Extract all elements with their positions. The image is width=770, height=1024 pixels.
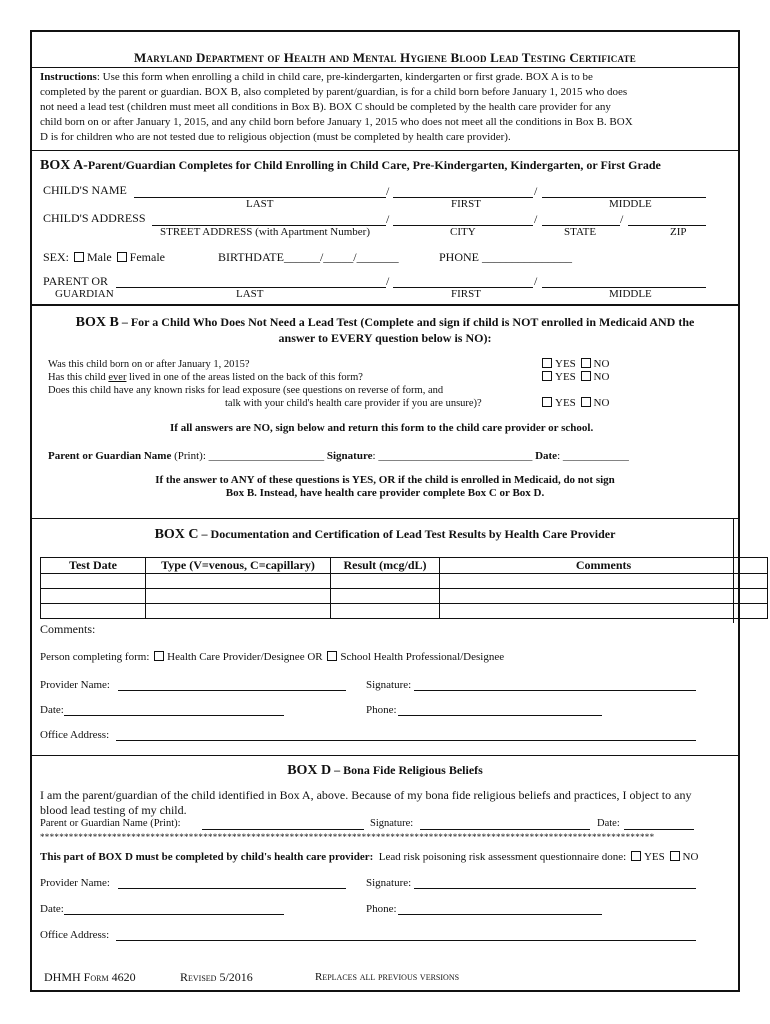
person-completing-row: Person completing form: Health Care Provider/Designee OR School Health Professional/Designee [40,651,505,663]
table-row [41,604,768,619]
childs-name-label: CHILD'S NAME [43,183,127,197]
box-d-date-field[interactable] [624,829,694,830]
col-comments: Comments [440,558,768,574]
q1-yes-checkbox[interactable] [542,358,552,368]
provider-name-label: Provider Name: [40,679,110,691]
slash: / [386,274,390,288]
last-caption: LAST [246,198,274,210]
question-3a: Does this child have any known risks for lead exposure (see questions on reverse of form, and [48,385,444,396]
table-cell[interactable] [440,574,768,589]
middle-caption: MIDDLE [609,198,652,210]
q2-yes-checkbox[interactable] [542,371,552,381]
box-c-comments-label: Comments: [40,622,96,636]
phone-field[interactable]: PHONE _______________ [439,250,573,264]
signature-label: Signature: [366,679,412,691]
box-d-heading: BOX D – Bona Fide Religious Beliefs [287,763,483,778]
zip-field[interactable] [628,225,706,226]
parent-signature-field[interactable]: : ____________________________ [372,450,533,462]
provider-phone-field[interactable] [398,715,602,716]
box-d-office-label: Office Address: [40,929,110,941]
box-d-signature-label: Signature: [370,818,414,829]
col-test-date: Test Date [41,558,146,574]
provider-name-field[interactable] [118,690,346,691]
q3-no-checkbox[interactable] [581,397,591,407]
q1-no-checkbox[interactable] [581,358,591,368]
box-d-provider-date-field[interactable] [64,914,284,915]
phone-label: Phone: [366,704,397,716]
box-d-print-field[interactable] [202,829,364,830]
table-header-row [41,558,768,574]
box-d-provider-signature-field[interactable] [414,888,696,889]
table-cell[interactable] [440,604,768,619]
school-health-checkbox[interactable] [327,651,337,661]
table-cell[interactable] [440,589,768,604]
office-address-label: Office Address: [40,729,110,741]
provider-part-row: This part of BOX D must be completed by child's health care provider: Lead risk poisoning risk assessment questionnaire done: YES NO [40,851,699,863]
form-frame [30,30,740,992]
box-a-heading: BOX A-Parent/Guardian Completes for Child Enrolling in Child Care, Pre-Kindergarten, Kindergarten, or First Grade [40,158,661,173]
instructions-line1: Instructions: Use this form when enrolling a child in child care, pre-kindergarten, kindergarten or first grade. BOX A is to be [40,71,593,83]
parent-or-label: PARENT OR [43,274,109,288]
box-d-print-label: Parent or Guardian Name (Print): [40,818,181,829]
box-d-provider-name-field[interactable] [118,888,346,889]
middle-caption: MIDDLE [609,288,652,300]
date-label: Date: [40,704,64,716]
box-d-signature-field[interactable] [420,829,590,830]
slash: / [534,184,538,198]
revised-date: Revised 5/2016 [180,970,253,984]
q2-no-checkbox[interactable] [581,371,591,381]
table-cell[interactable] [331,574,440,589]
question-3b: talk with your child's health care provider if you are unsure)? [225,398,482,409]
question-2: Has this child ever lived in one of the areas listed on the back of this form? [48,372,363,383]
table-cell[interactable] [146,589,331,604]
table-row [41,574,768,589]
hcp-checkbox[interactable] [154,651,164,661]
if-yes-note-1: If the answer to ANY of these questions is YES, OR if the child is enrolled in Medicaid, do not sign [155,474,615,486]
box-d-text-2: blood lead testing of my child. [40,803,187,817]
sex-row: SEX: Male Female [43,250,165,264]
zip-caption: ZIP [670,226,687,238]
table-row [41,589,768,604]
city-caption: CITY [450,226,476,238]
if-all-no-note: If all answers are NO, sign below and return this form to the child care provider or school. [170,422,594,434]
provider-date-field[interactable] [64,715,284,716]
box-d-date-label: Date: [597,818,620,829]
form-number: DHMH Form 4620 [44,970,136,984]
guardian-label: GUARDIAN [55,288,114,300]
star-separator: ******************************************************************************************************************************** [40,832,655,842]
box-d-provider-signature-label: Signature: [366,877,412,889]
col-result: Result (mcg/dL) [331,558,440,574]
q1-answers: YES NO [540,358,609,370]
instructions-line2: completed by the parent or guardian. BOX B, also completed by parent/guardian, is for a child born before January 1, 2015 who does [40,86,628,98]
box-c-heading: BOX C – Documentation and Certification of Lead Test Results by Health Care Provider [154,527,616,542]
box-d-office-field[interactable] [116,940,696,941]
table-cell[interactable] [146,604,331,619]
box-d-phone-label: Phone: [366,903,397,915]
q3-yes-checkbox[interactable] [542,397,552,407]
parent-print-name-field[interactable]: _____________________ [205,450,325,462]
box-d-text-1: I am the parent/guardian of the child identified in Box A, above. Because of my bona fide religious beliefs and practices, I object to any [40,788,692,802]
box-b-heading: BOX B – For a Child Who Does Not Need a Lead Test (Complete and sign if child is NOT enrolled in Medicaid AND the [75,315,695,330]
first-caption: FIRST [451,198,481,210]
form-title: Maryland Department of Health and Mental Hygiene Blood Lead Testing Certificate [134,50,636,65]
first-caption: FIRST [451,288,481,300]
slash: / [534,212,538,226]
title-divider [32,67,738,68]
box-d-phone-field[interactable] [398,914,602,915]
question-1: Was this child born on or after January 1, 2015? [48,359,250,370]
if-yes-note-2: Box B. Instead, have health care provider complete Box C or Box D. [225,487,545,499]
male-checkbox[interactable] [74,252,84,262]
slash: / [386,184,390,198]
box-b-divider [32,518,738,519]
q2-answers: YES NO [540,371,609,383]
table-cell[interactable] [146,574,331,589]
risk-yes-checkbox[interactable] [631,851,641,861]
female-checkbox[interactable] [117,252,127,262]
col-type: Type (V=venous, C=capillary) [146,558,331,574]
box-c-divider [32,755,738,756]
table-cell[interactable] [41,604,146,619]
birthdate-field[interactable]: BIRTHDATE______/_____/_______ [218,250,399,264]
slash: / [620,212,624,226]
parent-date-field[interactable]: : ____________ [557,450,629,462]
q3-answers: YES NO [540,397,609,409]
box-b-heading-line2: answer to EVERY question below is NO): [278,331,492,345]
table-cell[interactable] [331,589,440,604]
office-address-field[interactable] [116,740,696,741]
box-b-signature-row: Parent or Guardian Name (Print): _____________________ Signature: ____________________________ Date: ____________ [48,450,629,462]
childs-address-label: CHILD'S ADDRESS [43,211,146,225]
box-a-divider [32,304,738,306]
lead-results-table [40,557,768,619]
state-caption: STATE [564,226,597,238]
instructions-line5: D is for children who are not tested due to religious objection (must be completed by health care provider). [40,131,511,143]
slash: / [386,212,390,226]
table-cell[interactable] [41,589,146,604]
risk-no-checkbox[interactable] [670,851,680,861]
replaces-note: Replaces all previous versions [315,971,460,983]
instructions-line3: not need a lead test (children must meet all conditions in Box B). BOX C should be completed by the health care provider for any [40,101,611,113]
provider-signature-field[interactable] [414,690,696,691]
box-d-provider-name-label: Provider Name: [40,877,110,889]
table-cell[interactable] [41,574,146,589]
last-caption: LAST [236,288,264,300]
slash: / [534,274,538,288]
instructions-divider [32,150,738,151]
street-caption: STREET ADDRESS (with Apartment Number) [160,226,371,238]
instructions-line4: child born on or after January 1, 2015, and any child born before January 1, 2015 who does not meet all the conditions in Box B. BOX [40,116,633,128]
table-cell[interactable] [331,604,440,619]
box-d-provider-date-label: Date: [40,903,64,915]
